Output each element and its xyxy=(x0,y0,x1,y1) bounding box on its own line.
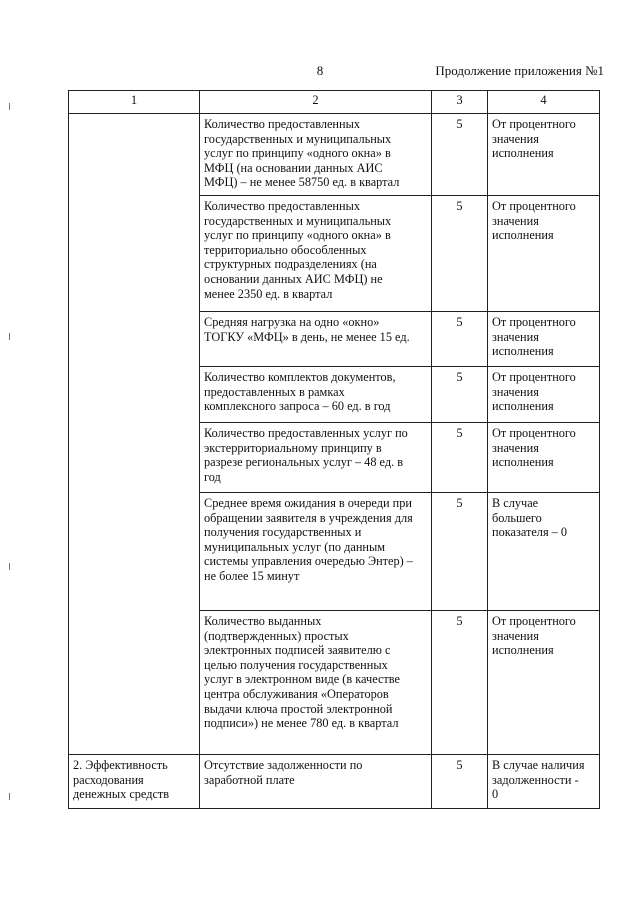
note-cell: В случае наличия задолженности - 0 xyxy=(488,755,600,809)
points-cell: 5 xyxy=(432,611,488,755)
column-header: 2 xyxy=(200,91,432,114)
points-cell: 5 xyxy=(432,423,488,493)
indicators-table xyxy=(68,90,600,809)
column-header: 1 xyxy=(69,91,200,114)
indicator-cell: Количество предоставленных услуг по экстерриториальному принципу в разрезе региональных услуг – 48 ед. в год xyxy=(200,423,432,493)
note-cell: От процентного значения исполнения xyxy=(488,423,600,493)
criterion-cell xyxy=(69,114,200,755)
column-header: 3 xyxy=(432,91,488,114)
points-cell: 5 xyxy=(432,196,488,312)
continuation-heading: Продолжение приложения №1 xyxy=(435,63,604,78)
indicator-cell: Количество предоставленных государственных и муниципальных услуг по принципу «одного окна» в территориально обособленных структурных подразделениях (на основании данных АИС МФЦ) не менее 2350 ед. в квартал xyxy=(200,196,432,312)
indicator-cell: Количество предоставленных государственных и муниципальных услуг по принципу «одного окна» в МФЦ (на основании данных АИС МФЦ) – не менее 58750 ед. в квартал xyxy=(200,114,432,196)
criterion-cell: 2. Эффективность расходования денежных средств xyxy=(69,755,200,809)
margin-mark xyxy=(9,103,10,110)
table-row xyxy=(69,755,600,809)
indicator-cell: Количество выданных (подтвержденных) простых электронных подписей заявителю с целью получения государственных услуг в электронном виде (в качестве центра обслуживания «Операторов выдачи ключа простой электронной подписи») не менее 780 ед. в квартал xyxy=(200,611,432,755)
indicator-cell: Количество комплектов документов, предоставленных в рамках комплексного запроса – 60 ед. в год xyxy=(200,367,432,423)
margin-mark xyxy=(9,793,10,800)
page-number: 8 xyxy=(316,63,324,78)
points-cell: 5 xyxy=(432,367,488,423)
note-cell: От процентного значения исполнения xyxy=(488,312,600,367)
indicator-cell: Среднее время ожидания в очереди при обращении заявителя в учреждения для получения государственных и муниципальных услуг (по данным системы управления очередью Энтер) – не более 15 минут xyxy=(200,493,432,611)
points-cell: 5 xyxy=(432,114,488,196)
note-cell: От процентного значения исполнения xyxy=(488,196,600,312)
table-row xyxy=(69,114,600,196)
note-cell: От процентного значения исполнения xyxy=(488,611,600,755)
note-cell: В случае большего показателя – 0 xyxy=(488,493,600,611)
note-cell: От процентного значения исполнения xyxy=(488,114,600,196)
points-cell: 5 xyxy=(432,493,488,611)
margin-mark xyxy=(9,563,10,570)
table-header-row xyxy=(69,91,600,114)
indicator-cell: Средняя нагрузка на одно «окно» ТОГКУ «МФЦ» в день, не менее 15 ед. xyxy=(200,312,432,367)
margin-mark xyxy=(9,333,10,340)
column-header: 4 xyxy=(488,91,600,114)
indicator-cell: Отсутствие задолженности по заработной плате xyxy=(200,755,432,809)
note-cell: От процентного значения исполнения xyxy=(488,367,600,423)
points-cell: 5 xyxy=(432,312,488,367)
points-cell: 5 xyxy=(432,755,488,809)
